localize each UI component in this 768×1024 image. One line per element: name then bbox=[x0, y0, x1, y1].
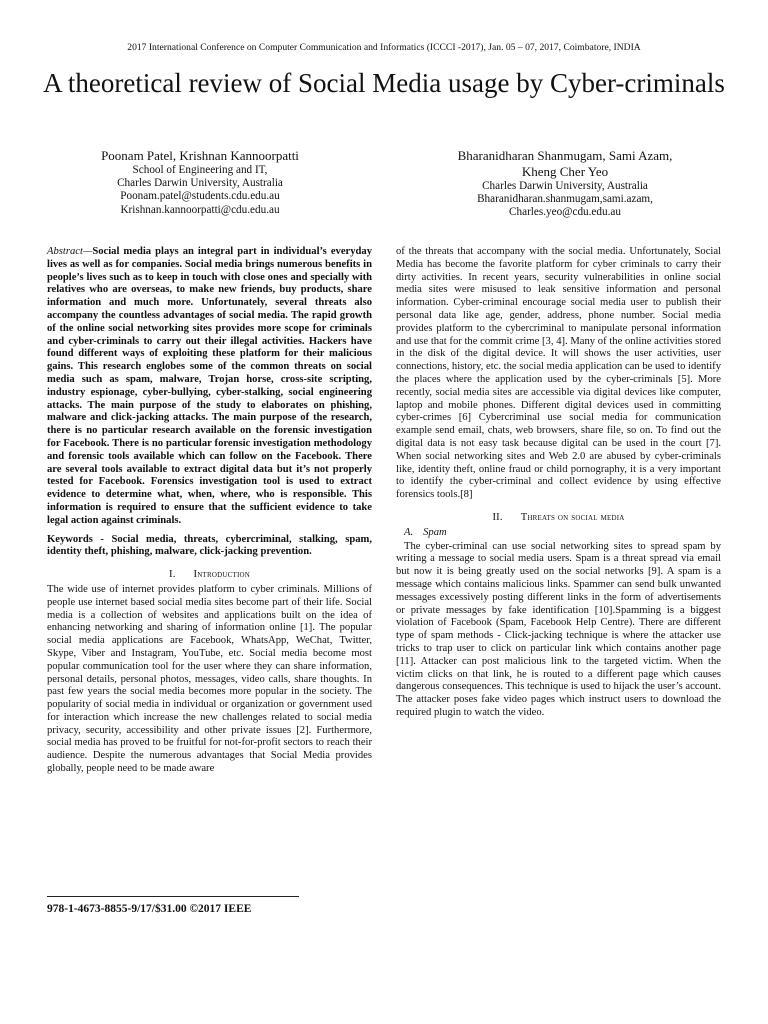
author-names: Poonam Patel, Krishnan Kannoorpatti bbox=[101, 148, 299, 163]
left-column bbox=[47, 246, 372, 776]
paper-title: A theoretical review of Social Media usage by Cyber-criminals bbox=[43, 68, 725, 98]
affiliation-line: Charles Darwin University, Australia bbox=[117, 177, 283, 190]
abstract-label: Abstract— bbox=[47, 246, 93, 257]
abstract bbox=[47, 246, 372, 528]
abstract-text: Social media plays an integral part in individual’s everyday lives as well as for companies. Social media brings numerous benefits in people’s lives such as to keep in touch with close ones and specially with relatives who are overseas, to make new friends, buy products, share information and much more. Unfortunately, several threats also accompany the countless advantages of social media. The rapid growth of the online social networking sites provides more scope for criminals and cyber-criminals to carry out their illegal activities. Hackers have found different ways of exploiting these platform for their malicious gains. This research englobes some of the common threats on social media such as spam, malware, Trojan horse, cross-site scripting, industry espionage, cyber-bullying, cyber-stalking, social engineering attacks. The main purpose of the study to elaborates on phishing, malware and click-jacking attacks. The main purpose of the research, there is no particular research available on the forensic investigation for Facebook. There is no particular forensic investigation methodology and forensic tools available which can follow on the Facebook. There are several tools available to extract digital data but it’s not properly tested for Facebook. Forensics investigation tool is used to extract evidence to determine what, when, where, who is responsible. This information is required to ensure that the sufficient evidence to take legal action against criminals. bbox=[47, 246, 372, 526]
author-block-left bbox=[80, 148, 320, 217]
subsection-title: Spam bbox=[423, 526, 447, 538]
author-names: Kheng Cher Yeo bbox=[521, 164, 609, 179]
section-heading-threats bbox=[396, 512, 721, 525]
introduction-continued-text: of the threats that accompany with the social media. Unfortunately, Social Media has become the favorite platform for cyber criminals to carry their dirty activities. In recent years, security vulnerabilities in online social media sites were misused to leak sensitive information and personal information. Cyber-criminal encourage social media user to publish their personal data like age, gender, address, phone number. Social media provides platform to the cybercriminal to manipulate personal information and use that for the commit crime [3, 4]. Many of the online activities stored in the disk of the digital device. It will shows the user activities, user connections, history, etc. the social media application can be used to identify the places where the application used by the cyber-criminals [5]. More recently, social media sites are accessible via digital devices like computer, laptop and mobile phones. Different digital devices used in committing cyber-crimes [6] Cybercriminal use social media for communication example send email, chats, web browsers, share file, so on. To find out the digital data is not easy task because digital can be used in the court [7]. When social networking sites and Web 2.0 are abused by cyber-criminals like, identity theft, online fraud or child pornography, it is a very important to identify the cyber-criminal and collect evidence by using effective forensics tools.[8] bbox=[396, 246, 721, 501]
section-number: I. bbox=[168, 569, 176, 581]
section-title: Introduction bbox=[193, 569, 251, 581]
section-heading-introduction bbox=[47, 569, 372, 582]
right-column bbox=[396, 246, 721, 720]
section-title: Threats on social media bbox=[520, 511, 625, 523]
conference-header: 2017 International Conference on Computer Communication and Informatics (ICCCI -2017), Jan. 05 – 07, 2017, Coimbatore, INDIA bbox=[127, 42, 641, 53]
affiliation-line: Charles Darwin University, Australia bbox=[482, 180, 648, 192]
subsection-heading-spam bbox=[404, 527, 721, 540]
copyright-notice: 978-1-4673-8855-9/17/$31.00 ©2017 IEEE bbox=[47, 903, 252, 915]
author-email: Poonam.patel@students.cdu.edu.au bbox=[120, 190, 280, 203]
keywords: Keywords - Social media, threats, cybercriminal, stalking, spam, identity theft, phishing, malware, click-jacking prevention. bbox=[47, 533, 372, 558]
author-email: Charles.yeo@cdu.edu.au bbox=[509, 206, 621, 219]
affiliation-line: School of Engineering and IT, bbox=[132, 164, 268, 176]
author-block-right bbox=[430, 148, 700, 220]
introduction-text: The wide use of internet provides platform to cyber criminals. Millions of people use internet based social media sites become part of their life. Social media is a collection of websites and applications built on the idea of enhancing networking and sharing of information online [1]. The popular social media applications are Facebook, WhatsApp, WeChat, Twitter, Skype, Viber and Instagram, YouTube, etc. Social media become most popular communication tool for the user where they can share information, personal details, personal photos, messages, video calls, share thoughts. In past few years the social media becomes more popular in the society. The popularity of social media in individual or organization or government used for interaction which increase the new challenges related to social media privacy, security, accessibility and other private issues [2]. Furthermore, social media has proved to be fruitful for not-for-profit sectors to reach their audience. Despite the numerous advantages that Social Media provides globally, people need to be made aware bbox=[47, 583, 372, 775]
author-names: Bharanidharan Shanmugam, Sami Azam, bbox=[457, 148, 673, 163]
spam-text: The cyber-criminal can use social networking sites to spread spam by writing a message to social media users. Spam is a threat spread via email but now it is being greatly used on the social networks [9]. A spam is a message which contains malicious links. Spammer can send bulk unwanted messages excessively posting different links in the form of advertisements or private messages by fake identification [10].Spamming is a biggest violation of Facebook (Spam, Facebook Help Centre). There are different type of spam methods - Click-jacking technique is where the attacker use tricks to trap user to click on particular link which contains another page [11]. Attacker can post malicious link to the targeted victim. When the victim clicks on that link, he is routed to a different page which causes dangerous consequences. This technique is used to hijack the user’s account. The attacker poses fake video pages which instruct users to download the required plugin to watch the video. bbox=[396, 540, 721, 718]
subsection-number: A. bbox=[404, 526, 414, 538]
author-email: Bharanidharan.shanmugam,sami.azam, bbox=[477, 193, 653, 206]
section-number: II. bbox=[492, 511, 503, 523]
footer-divider bbox=[47, 896, 299, 897]
author-email: Krishnan.kannoorpatti@cdu.edu.au bbox=[120, 203, 280, 216]
